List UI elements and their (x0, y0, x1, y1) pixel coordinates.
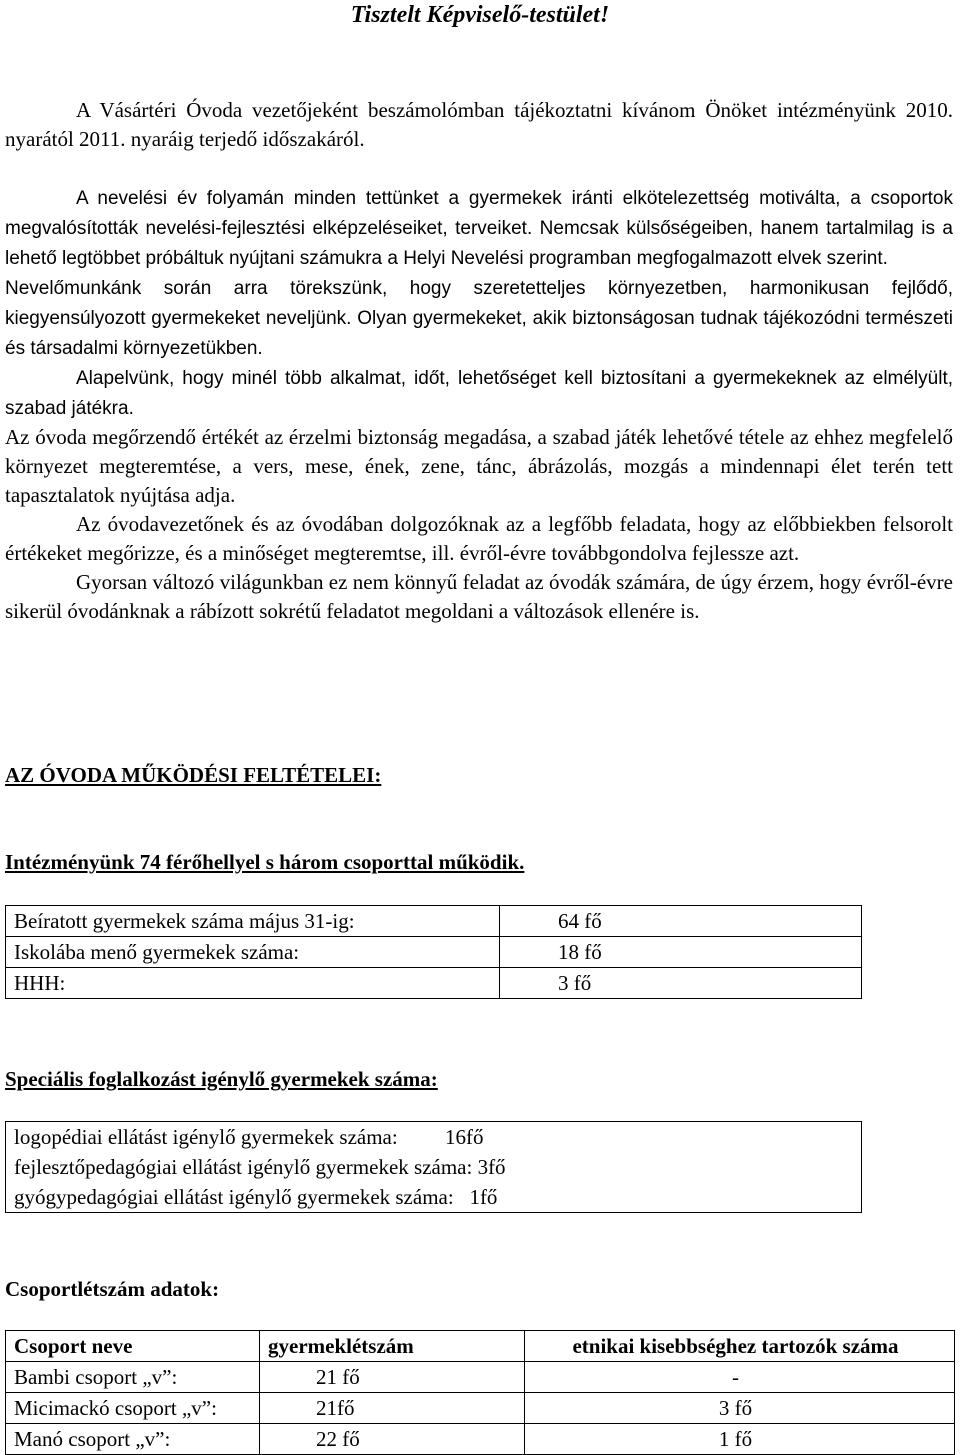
header-group-name: Csoport neve (6, 1331, 260, 1362)
sentence-orientation: Olyan gyermekeket, akik biztonságosan tudnak tájékozódni természeti és társadalmi környezetükben. (5, 308, 953, 359)
body-text (5, 96, 953, 626)
group-headcount: 22 fő (260, 1424, 525, 1455)
sentence-principle: Alapelvünk, hogy minél több alkalmat, időt, lehetőséget kell biztosítani a gyermekeknek az elmélyült, szabad játékra. (5, 368, 953, 419)
sentence-commitment: A nevelési év folyamán minden tettünket a gyermekek iránti elkötelezettség motiválta, a csoportok megvalósították nevelési-fejlesztési elképzeléseiket, terveiket. (5, 188, 953, 239)
groups-heading: Csoportlétszám adatok: (5, 1277, 220, 1301)
enrollment-label: Iskolába menő gyermekek száma: (6, 937, 500, 968)
special-row: gyógypedagógiai ellátást igénylő gyermekek száma: 1fő (6, 1182, 862, 1213)
special-row: logopédiai ellátást igénylő gyermekek száma: 16fő (6, 1122, 862, 1153)
table-row (6, 968, 862, 999)
special-row: fejlesztőpedagógiai ellátást igénylő gyermekek száma: 3fő (6, 1152, 862, 1182)
table-row (6, 1152, 862, 1182)
group-name: Manó csoport „v”: (6, 1424, 260, 1455)
group-headcount: 21fő (260, 1393, 525, 1424)
table-row (6, 906, 862, 937)
group-name: Micimackó csoport „v”: (6, 1393, 260, 1424)
special-needs-table (5, 1121, 862, 1213)
paragraph-tasks: Az óvodavezetőnek és az óvodában dolgozóknak az a legfőbb feladata, hogy az előbbiekben felsorolt értékeket megőrizze, és a minőséget megteremtse, ill. évről-évre továbbgondolva fejlessze azt. (5, 512, 953, 565)
enrollment-label: HHH: (6, 968, 500, 999)
groups-table (5, 1330, 955, 1455)
table-header-row (6, 1331, 955, 1362)
group-name: Bambi csoport „v”: (6, 1362, 260, 1393)
enrollment-value: 18 fő (500, 937, 862, 968)
enrollment-value: 64 fő (500, 906, 862, 937)
table-row (6, 1424, 955, 1455)
group-headcount: 21 fő (260, 1362, 525, 1393)
paragraph-values: Az óvoda megőrzendő értékét az érzelmi biztonság megadása, a szabad játék lehetővé tétele az ehhez megfelelő környezet megteremtése, a vers, mese, ének, zene, tánc, ábrázolás, mozgás a mindennapi élet terén tett tapasztalatok nyújtása adja. (5, 425, 953, 507)
sentence-upbringing: Nevelőmunkánk során arra törekszünk, hogy szeretetteljes környezetben, harmonikusan fejlődő, kiegyensúlyozott gyermekeket neveljünk. (5, 278, 953, 329)
paragraph-principle (5, 363, 953, 423)
paragraph-closing: Gyorsan változó világunkban ez nem könnyű feladat az óvodák számára, de úgy érzem, hogy évről-évre sikerül óvodánknak a rábízott sokrétű feladatot megoldani a változások ellenére is. (5, 570, 953, 623)
paragraph-upbringing (5, 273, 953, 363)
table-row (6, 1362, 955, 1393)
table-row (6, 937, 862, 968)
group-minority: - (525, 1362, 955, 1393)
enrollment-label: Beíratott gyermekek száma május 31-ig: (6, 906, 500, 937)
group-minority: 3 fő (525, 1393, 955, 1424)
enrollment-table (5, 905, 862, 999)
intro-paragraph: A Vásártéri Óvoda vezetőjeként beszámolómban tájékoztatni kívánom Önöket intézményünk 2010. nyarától 2011. nyaráig terjedő időszakáról. (5, 98, 953, 151)
section-heading: AZ ÓVODA MŰKÖDÉSI FELTÉTELEI: (5, 763, 382, 787)
header-headcount: gyermeklétszám (260, 1331, 525, 1362)
sentence-program: Nemcsak külsőségeiben, hanem tartalmilag is a lehető legtöbbet próbáltuk nyújtani számukra a Helyi Nevelési programban megfogalmazott elvek szerint. (5, 218, 954, 269)
group-minority: 1 fő (525, 1424, 955, 1455)
enrollment-value: 3 fő (500, 968, 862, 999)
special-heading: Speciális foglalkozást igénylő gyermekek száma: (5, 1067, 438, 1091)
table-row (6, 1122, 862, 1153)
table-row (6, 1393, 955, 1424)
document-title: Tisztelt Képviselő-testület! (350, 2, 610, 28)
capacity-line: Intézményünk 74 férőhellyel s három csoporttal működik. (5, 850, 525, 874)
table-row (6, 1182, 862, 1213)
paragraph-commitment (5, 183, 953, 273)
header-minority: etnikai kisebbséghez tartozók száma (525, 1331, 955, 1362)
